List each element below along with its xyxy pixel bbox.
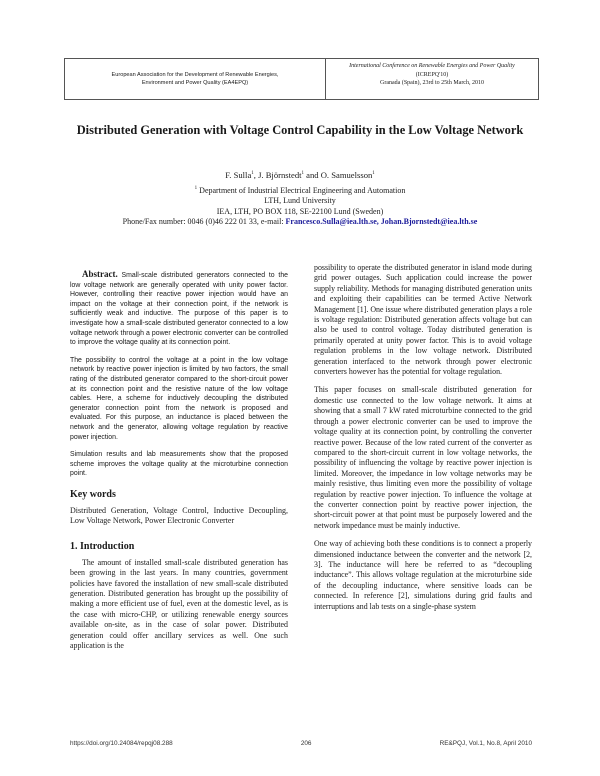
page-number: 206 [300,740,312,747]
author-emails[interactable]: Francesco.Sulla@iea.lth.se, Johan.Bjornstedt@iea.lth.se [285,216,478,226]
affiliation-contact: Phone/Fax number: 0046 (0)46 222 01 33, e-mail: [122,216,286,226]
right-column [314,263,532,620]
keywords-text: Distributed Generation, Voltage Control, Inductive Decoupling, Low Voltage Network, Power Electronic Converter [70,505,288,526]
keywords-heading: Key words [70,488,116,500]
journal-reference: RE&PQJ, Vol.1, No.8, April 2010 [439,740,532,747]
association-line-1: European Association for the Development of Renewable Energies, [111,72,279,78]
introduction-body-left [70,558,288,652]
abstract-label: Abstract. [82,269,118,279]
author-2-affil-mark: 1 [301,171,305,176]
author-1: F. Sulla [225,170,252,180]
author-3-affil-mark: 1 [372,171,375,176]
intro-paragraph-3: This paper focuses on small-scale distributed generation for domestic use connected to the low voltage network. It aims at showing that a small 7 kW rated microturbine connected to the grid through a power electronic converter can be used to improve the voltage quality at its connection point, by controlling the converter reactive power. Because of the low rated current of the converter as compared to the short-circuit current in low voltage networks, the possibility of influencing the voltage by reactive power injection is limited. Moreover, the impedance in low voltage networks may be mainly resistive, thus limiting even more the possibility of voltage regulation by reactive power injection. To influence the voltage at the converter connection point by reactive power injection, the short-circuit power at that point must be purposely lowered and the network impedance must be mainly inductive. [314,385,532,530]
author-2: , J. Björnstedt [253,170,302,180]
affiliation-department: Department of Industrial Electrical Engineering and Automation [197,186,406,195]
doi-link[interactable]: https://doi.org/10.24084/repqj08.288 [70,740,173,747]
affiliation [60,186,540,227]
association-block [65,59,326,99]
affiliation-address: IEA, LTH, PO BOX 118, SE-22100 Lund (Sweden) [216,206,384,216]
conference-venue: Granada (Spain), 23rd to 25th March, 2010 [380,80,484,86]
conference-header [64,58,539,100]
affiliation-university: LTH, Lund University [264,196,336,206]
abstract-paragraph-2: The possibility to control the voltage at a point in the low voltage network by reactive power injection is limited by two factors, the small rating of the distributed generator compared to the short-circuit power at its connection point and the resistive nature of the low voltage cables. Here, a scheme for inductively decoupling the distributed generator connection point from the network is proposed and evaluated. For this purpose, an inductance is placed between the network and the generator, allowing voltage regulation by reactive power injection. [70,356,288,441]
intro-paragraph-2: possibility to operate the distributed generator in island mode during grid power outages. Such application could increase the power supply reliability. Methods for managing distributed generation units and exploiting their capabilities can be termed Active Network Management [1]. One issue where distributed generation plays a role is voltage regulation: Distributed generation affects voltage but can also be used to control voltage. Today distributed generation is primarily operated at unity power factor. This is to avoid voltage regulation problems in the low voltage network. Distributed generation interfaced to the network through power electronic converters however has the potential for voltage regulation. [314,263,532,377]
author-list [70,170,530,180]
left-column [70,270,288,659]
conference-acronym: (ICREPQ'10) [415,71,449,78]
intro-paragraph-1: The amount of installed small-scale distributed generation has been growing in the last years. In many countries, government policies have favored the installation of new small-scale distributed generation. Distributed generation has brought up the possibility of making a more efficient use of fuel, even at the domestic level, as is the case with micro-CHP, or utilizing renewable energy sources available on-site, as in the case of solar power. Distributed generation could offer ancillary services as well. One such application is the [70,557,288,650]
paper-title: Distributed Generation with Voltage Control Capability in the Low Voltage Network [76,123,524,137]
page-footer [70,740,532,747]
abstract [70,270,288,479]
author-3: and O. Samuelsson [304,170,373,180]
author-1-affil-mark: 1 [251,171,254,176]
abstract-paragraph-3: Simulation results and lab measurements show that the proposed scheme improves the voltage quality at the microturbine connection point. [70,451,288,478]
conference-block [326,59,538,99]
introduction-body-right [314,263,532,612]
conference-name: International Conference on Renewable Energies and Power Quality [349,63,515,69]
introduction-heading: 1. Introduction [70,540,135,552]
abstract-paragraph-1: Abstract. Small-scale distributed generators connected to the low voltage network are generally operated with unity power factor. However, controlling their reactive power injection would have an impact on the voltage at their connection point, if the network is sufficiently weak and inductive. The purpose of this paper is to investigate how a small-scale distributed generator connected to a low voltage network through a power electronic converter can be controlled to improve the voltage quality at its connection point. [70,269,288,347]
association-line-2: Environment and Power Quality (EA4EPQ) [141,80,249,86]
intro-paragraph-4: One way of achieving both these conditions is to connect a properly dimensioned inductance between the converter and the network [2, 3]. The inductance will here be referred to as “decoupling inductance”. This allows voltage regulation at the microturbine side of the decoupling inductance, where sensitive loads can be connected. In reference [2], simulations during grid faults and interruptions and lab tests on a single-phase system [314,539,532,611]
affiliation-mark: 1 [194,186,198,191]
